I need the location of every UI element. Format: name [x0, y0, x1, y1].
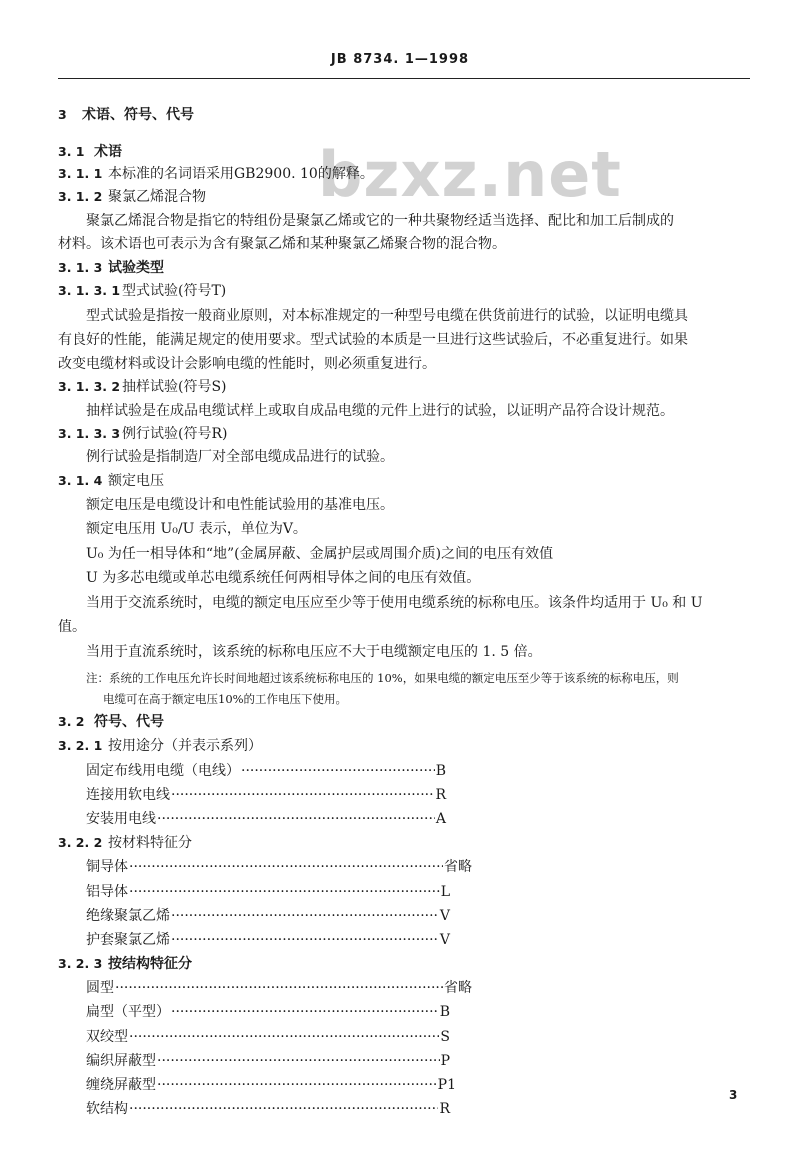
page-number: 3 [729, 1088, 738, 1102]
item-label: 编织屏蔽型 [86, 1053, 156, 1069]
item-label: 缠绕屏蔽型 [86, 1077, 156, 1093]
item-code: P [440, 1053, 450, 1069]
item-label: 扁型（平型） [86, 1004, 170, 1020]
clause-3-1-2-heading [58, 188, 206, 206]
item-label: 铜导体 [86, 859, 128, 875]
document-code-header: JB 8734. 1—1998 [330, 52, 470, 67]
item-label: 软结构 [86, 1101, 128, 1117]
item-label: 铝导体 [86, 884, 128, 900]
list-item [86, 931, 450, 949]
list-item [86, 1076, 456, 1094]
paragraph-line: U₀ 为任一相导体和“地”(金属屏蔽、金属护层或周围介质)之间的电压有效值 [86, 546, 554, 562]
site-watermark: bzxz.net [318, 138, 622, 211]
item-label: 护套聚氯乙烯 [86, 932, 170, 948]
note-line: 注：系统的工作电压允许长时间地超过该系统标称电压的 10%，如果电缆的额定电压至少等于该系统的标称电压，则 [86, 671, 679, 685]
clause-number: 3. 1. 3. 1 [58, 283, 121, 298]
paragraph-line: 材料。该术语也可表示为含有聚氯乙烯和某种聚氯乙烯聚合物的混合物。 [58, 236, 506, 252]
item-code: P1 [437, 1077, 456, 1093]
leader-dots [171, 1003, 439, 1021]
leader-dots [129, 883, 440, 901]
leader-dots [129, 1100, 438, 1118]
leader-dots [157, 1076, 437, 1094]
clause-title: 例行试验(符号R) [122, 426, 228, 442]
leader-dots [157, 1052, 440, 1070]
item-code: B [439, 1004, 450, 1020]
leader-dots [157, 810, 435, 828]
clause-number: 3. 2. 2 [58, 835, 103, 850]
item-code: V [439, 908, 450, 924]
section-title: 术语、符号、代号 [82, 107, 194, 123]
leader-dots [171, 907, 439, 925]
list-item [86, 762, 446, 780]
clause-title: 型式试验(符号T) [122, 283, 227, 299]
leader-dots [129, 1028, 439, 1046]
clause-title: 按用途分（并表示系列） [108, 738, 262, 754]
list-item [86, 810, 446, 828]
item-label: 安装用电线 [86, 811, 156, 827]
section-number: 3 [58, 107, 67, 122]
list-item [86, 883, 450, 901]
section-title: 符号、代号 [94, 714, 164, 730]
list-item [86, 1052, 450, 1070]
list-item [86, 1028, 450, 1046]
item-code: R [435, 787, 446, 803]
clause-number: 3. 2. 1 [58, 738, 103, 753]
clause-3-1-4-heading [58, 472, 164, 490]
item-code: 省略 [444, 980, 472, 996]
item-code: A [435, 811, 446, 827]
list-item [86, 1100, 450, 1118]
list-item [86, 786, 446, 804]
clause-text: 本标准的名词语采用GB2900. 10的解释。 [108, 166, 374, 182]
clause-title: 聚氯乙烯混合物 [108, 189, 206, 205]
clause-number: 3. 1. 1 [58, 166, 103, 181]
item-label: 连接用软电线 [86, 787, 170, 803]
clause-number: 3. 1. 2 [58, 189, 103, 204]
paragraph-line: 改变电缆材料或设计会影响电缆的性能时，则必须重复进行。 [58, 356, 436, 372]
list-item [86, 858, 472, 876]
paragraph-line: 聚氯乙烯混合物是指它的特组份是聚氯乙烯或它的一种共聚物经适当选择、配比和加工后制成的 [86, 213, 674, 229]
clause-title: 按材料特征分 [108, 835, 192, 851]
item-label: 圆型 [86, 980, 114, 996]
leader-dots [171, 786, 434, 804]
item-code: V [439, 932, 450, 948]
section-number: 3. 1 [58, 144, 85, 159]
clause-number: 3. 1. 4 [58, 473, 103, 488]
paragraph-line: U 为多芯电缆或单芯电缆系统任何两相导体之间的电压有效值。 [86, 570, 481, 586]
paragraph-line: 当用于直流系统时，该系统的标称电压应不大于电缆额定电压的 1. 5 倍。 [86, 644, 542, 660]
clause-number: 3. 2. 3 [58, 956, 103, 971]
paragraph-line: 当用于交流系统时，电缆的额定电压应至少等于使用电缆系统的标称电压。该条件均适用于 U₀ 和 U [86, 595, 703, 611]
clause-title: 额定电压 [108, 473, 164, 489]
item-label: 固定布线用电缆（电线） [86, 763, 240, 779]
item-code: B [435, 763, 446, 779]
paragraph-line: 额定电压是电缆设计和电性能试验用的基准电压。 [86, 497, 394, 513]
item-code: 省略 [444, 859, 472, 875]
paragraph-line: 有良好的性能，能满足规定的使用要求。型式试验的本质是一旦进行这些试验后，不必重复进行。如果 [58, 332, 688, 348]
clause-3-2-2-heading [58, 834, 192, 852]
section-3-heading [58, 106, 194, 124]
clause-title: 抽样试验(符号S) [122, 379, 227, 395]
clause-3-2-3-heading [58, 955, 192, 973]
clause-title: 试验类型 [108, 260, 164, 276]
item-code: R [439, 1101, 450, 1117]
section-title: 术语 [94, 144, 122, 160]
clause-3-2-1-heading [58, 737, 262, 755]
leader-dots [241, 762, 435, 780]
list-item [86, 907, 450, 925]
clause-number: 3. 1. 3. 3 [58, 426, 121, 441]
paragraph-line: 例行试验是指制造厂对全部电缆成品进行的试验。 [86, 449, 394, 465]
item-code: S [440, 1029, 450, 1045]
clause-3-1-3-3-heading [58, 425, 227, 443]
list-item [86, 1003, 450, 1021]
clause-3-1-3-2-heading [58, 378, 227, 396]
section-3-1-heading [58, 143, 122, 161]
section-3-2-heading [58, 713, 164, 731]
list-item [86, 979, 472, 997]
item-label: 双绞型 [86, 1029, 128, 1045]
clause-3-1-3-heading [58, 259, 164, 277]
clause-3-1-3-1-heading [58, 282, 226, 300]
leader-dots [129, 858, 443, 876]
note-line: 电缆可在高于额定电压10%的工作电压下使用。 [103, 692, 348, 706]
clause-title: 按结构特征分 [108, 956, 192, 972]
paragraph-line: 额定电压用 U₀/U 表示，单位为V。 [86, 521, 307, 537]
paragraph-line: 值。 [58, 619, 86, 635]
paragraph-line: 型式试验是指按一般商业原则，对本标准规定的一种型号电缆在供货前进行的试验，以证明电缆具 [86, 308, 688, 324]
item-code: L [440, 884, 450, 900]
leader-dots [171, 931, 439, 949]
section-number: 3. 2 [58, 714, 85, 729]
paragraph-line: 抽样试验是在成品电缆试样上或取自成品电缆的元件上进行的试验，以证明产品符合设计规范。 [86, 403, 674, 419]
clause-3-1-1 [58, 165, 374, 183]
leader-dots [115, 979, 443, 997]
header-rule [58, 78, 750, 79]
clause-number: 3. 1. 3. 2 [58, 379, 121, 394]
clause-number: 3. 1. 3 [58, 260, 103, 275]
item-label: 绝缘聚氯乙烯 [86, 908, 170, 924]
